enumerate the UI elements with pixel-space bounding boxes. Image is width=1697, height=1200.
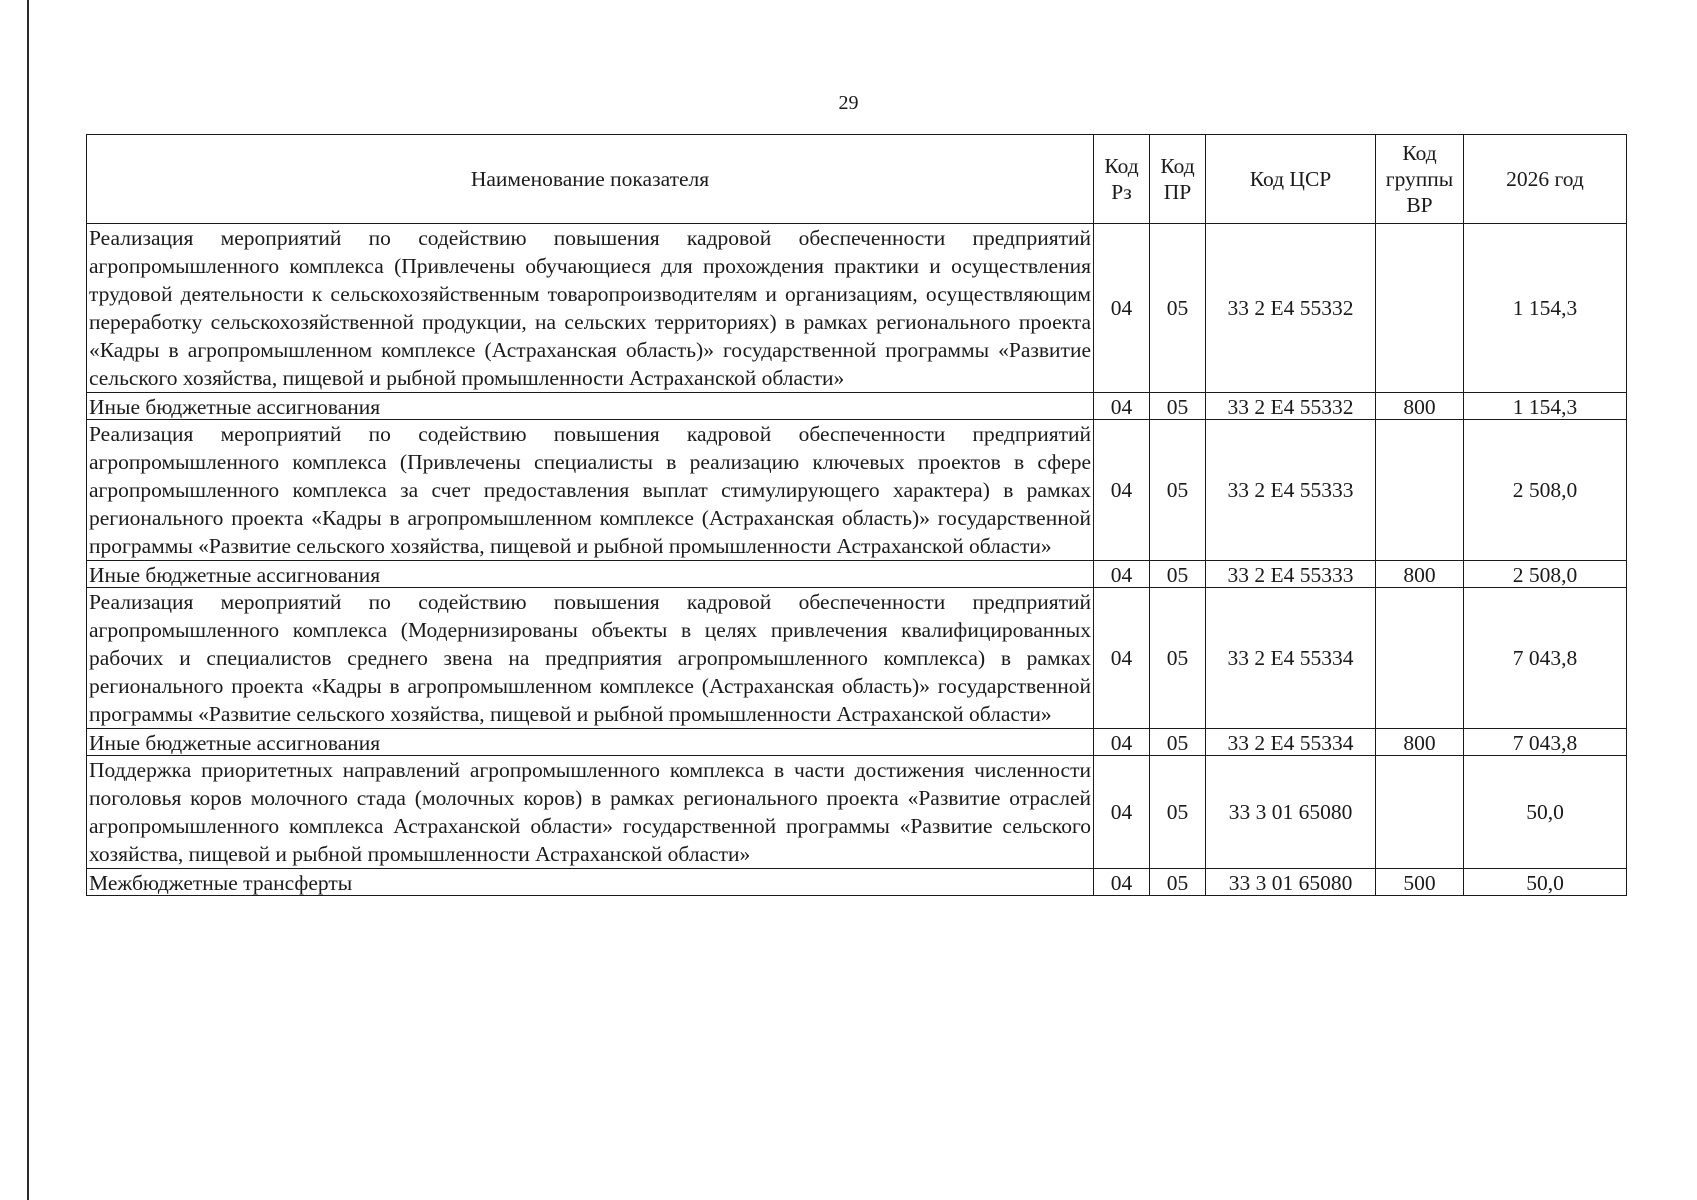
row-pr: 05 — [1150, 561, 1206, 588]
row-amount: 2 508,0 — [1464, 561, 1627, 588]
row-pr: 05 — [1150, 224, 1206, 393]
row-csr: 33 3 01 65080 — [1206, 756, 1376, 869]
row-rz: 04 — [1094, 729, 1150, 756]
row-csr: 33 2 Е4 55334 — [1206, 588, 1376, 729]
table-row — [87, 393, 1627, 420]
row-rz: 04 — [1094, 869, 1150, 896]
table-row — [87, 729, 1627, 756]
row-csr: 33 2 Е4 55334 — [1206, 729, 1376, 756]
row-rz: 04 — [1094, 420, 1150, 561]
row-name: Иные бюджетные ассигнования — [87, 729, 1094, 756]
budget-table — [86, 134, 1627, 896]
row-vr: 800 — [1376, 393, 1464, 420]
header-csr: Код ЦСР — [1206, 135, 1376, 224]
row-name: Межбюджетные трансферты — [87, 869, 1094, 896]
row-rz: 04 — [1094, 393, 1150, 420]
row-amount: 50,0 — [1464, 756, 1627, 869]
row-pr: 05 — [1150, 588, 1206, 729]
table-row — [87, 561, 1627, 588]
table-row — [87, 420, 1627, 561]
row-vr — [1376, 756, 1464, 869]
row-rz: 04 — [1094, 588, 1150, 729]
table-row — [87, 224, 1627, 393]
row-rz: 04 — [1094, 224, 1150, 393]
row-vr: 800 — [1376, 729, 1464, 756]
row-pr: 05 — [1150, 756, 1206, 869]
header-year: 2026 год — [1464, 135, 1627, 224]
row-pr: 05 — [1150, 420, 1206, 561]
row-csr: 33 2 Е4 55332 — [1206, 393, 1376, 420]
table-header-row — [87, 135, 1627, 224]
row-rz: 04 — [1094, 756, 1150, 869]
header-pr: Код ПР — [1150, 135, 1206, 224]
row-vr: 500 — [1376, 869, 1464, 896]
scan-edge-line — [27, 0, 29, 1200]
row-rz: 04 — [1094, 561, 1150, 588]
row-name: Поддержка приоритетных направлений агропромышленного комплекса в части достижения численности поголовья коров молочного стада (молочных коров) в рамках регионального проекта «Развитие отраслей агропромышленного комплекса Астраханской области» государственной программы «Развитие сельского хозяйства, пищевой и рыбной промышленности Астраханской области» — [87, 756, 1094, 869]
row-csr: 33 2 Е4 55333 — [1206, 561, 1376, 588]
row-name: Реализация мероприятий по содействию повышения кадровой обеспеченности предприятий агропромышленного комплекса (Привлечены специалисты в реализацию ключевых проектов в сфере агропромышленного комплекса за счет предоставления выплат стимулирующего характера) в рамках регионального проекта «Кадры в агропромышленном комплексе (Астраханская область)» государственной программы «Развитие сельского хозяйства, пищевой и рыбной промышленности Астраханской области» — [87, 420, 1094, 561]
row-vr — [1376, 588, 1464, 729]
row-vr — [1376, 420, 1464, 561]
row-name: Иные бюджетные ассигнования — [87, 561, 1094, 588]
row-name: Иные бюджетные ассигнования — [87, 393, 1094, 420]
row-amount: 50,0 — [1464, 869, 1627, 896]
row-csr: 33 2 Е4 55332 — [1206, 224, 1376, 393]
row-amount: 7 043,8 — [1464, 729, 1627, 756]
page-number: 29 — [838, 92, 859, 114]
table-row — [87, 756, 1627, 869]
header-rz: Код Рз — [1094, 135, 1150, 224]
row-pr: 05 — [1150, 729, 1206, 756]
row-name: Реализация мероприятий по содействию повышения кадровой обеспеченности предприятий агропромышленного комплекса (Привлечены обучающиеся для прохождения практики и осуществления трудовой деятельности к сельскохозяйственным товаропроизводителям и организациям, осуществляющим переработку сельскохозяйственной продукции, на сельских территориях) в рамках регионального проекта «Кадры в агропромышленном комплексе (Астраханская область)» государственной программы «Развитие сельского хозяйства, пищевой и рыбной промышленности Астраханской области» — [87, 224, 1094, 393]
row-amount: 2 508,0 — [1464, 420, 1627, 561]
header-vr: Код группы ВР — [1376, 135, 1464, 224]
row-pr: 05 — [1150, 393, 1206, 420]
row-amount: 7 043,8 — [1464, 588, 1627, 729]
header-name: Наименование показателя — [87, 135, 1094, 224]
row-vr: 800 — [1376, 561, 1464, 588]
row-name: Реализация мероприятий по содействию повышения кадровой обеспеченности предприятий агропромышленного комплекса (Модернизированы объекты в целях привлечения квалифицированных рабочих и специалистов среднего звена на предприятия агропромышленного комплекса) в рамках регионального проекта «Кадры в агропромышленном комплексе (Астраханская область)» государственной программы «Развитие сельского хозяйства, пищевой и рыбной промышленности Астраханской области» — [87, 588, 1094, 729]
row-csr: 33 2 Е4 55333 — [1206, 420, 1376, 561]
table-row — [87, 588, 1627, 729]
table-row — [87, 869, 1627, 896]
row-pr: 05 — [1150, 869, 1206, 896]
row-csr: 33 3 01 65080 — [1206, 869, 1376, 896]
row-amount: 1 154,3 — [1464, 393, 1627, 420]
row-amount: 1 154,3 — [1464, 224, 1627, 393]
row-vr — [1376, 224, 1464, 393]
